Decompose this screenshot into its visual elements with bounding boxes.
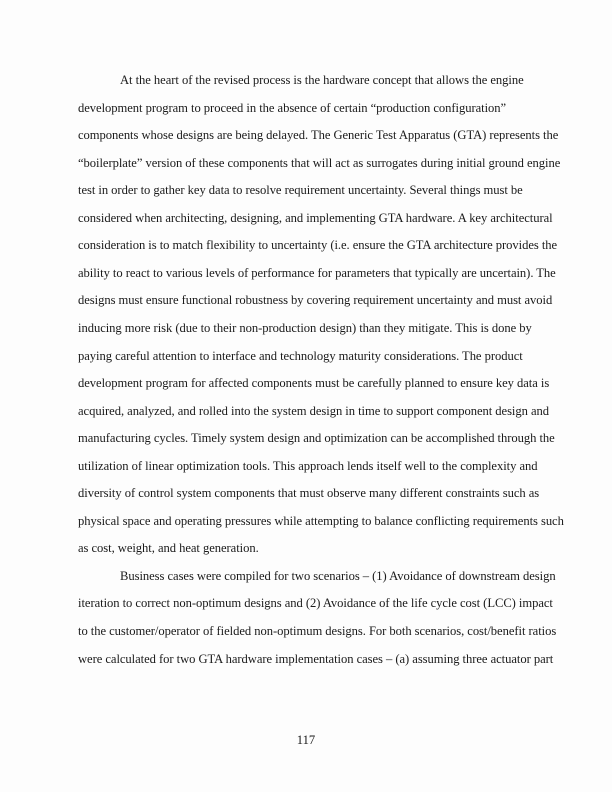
paragraph-2-line: were calculated for two GTA hardware implementation cases – (a) assuming three actuator part: [78, 651, 554, 666]
paragraph-1-line: physical space and operating pressures while attempting to balance conflicting requirements such: [78, 513, 564, 528]
paragraph-1-line: manufacturing cycles. Timely system design and optimization can be accomplished through the: [78, 431, 555, 446]
paragraph-2-line: iteration to correct non-optimum designs and (2) Avoidance of the life cycle cost (LCC) impact: [78, 596, 553, 611]
paragraph-1-line: ability to react to various levels of performance for parameters that typically are uncertain). The: [78, 265, 556, 280]
paragraph-1-line: development program for affected components must be carefully planned to ensure key data is: [78, 376, 550, 391]
paragraph-1-line: test in order to gather key data to resolve requirement uncertainty. Several things must be: [78, 183, 523, 198]
paragraph-1-line: development program to proceed in the absence of certain “production configuration”: [78, 100, 507, 115]
paragraph-1-line: paying careful attention to interface and technology maturity considerations. The product: [78, 348, 523, 363]
paragraph-2-line: to the customer/operator of fielded non-optimum designs. For both scenarios, cost/benefit ratios: [78, 624, 557, 638]
paragraph-1-line: At the heart of the revised process is the hardware concept that allows the engine: [120, 73, 524, 87]
paragraph-1-line: acquired, analyzed, and rolled into the system design in time to support component design and: [78, 403, 550, 418]
page-number: 117: [296, 733, 316, 747]
paragraph-1-line: inducing more risk (due to their non-production design) than they mitigate. This is done by: [78, 320, 532, 335]
paragraph-1-line: as cost, weight, and heat generation.: [78, 541, 259, 556]
paragraph-1-line: utilization of linear optimization tools. This approach lends itself well to the complexity and: [78, 458, 538, 473]
paragraph-1-line: “boilerplate” version of these components that will act as surrogates during initial ground engine: [78, 155, 561, 170]
paragraph-1-line: diversity of control system components that must observe many different constraints such as: [78, 486, 540, 501]
paragraph-1-line: designs must ensure functional robustness by covering requirement uncertainty and must avoid: [78, 293, 553, 308]
paragraph-2-line: Business cases were compiled for two scenarios – (1) Avoidance of downstream design: [120, 568, 556, 583]
paragraph-1-line: consideration is to match flexibility to uncertainty (i.e. ensure the GTA architecture provides the: [78, 238, 558, 253]
paragraph-1-line: considered when architecting, designing, and implementing GTA hardware. A key architectural: [78, 210, 553, 225]
paragraph-1-line: components whose designs are being delayed. The Generic Test Apparatus (GTA) represents the: [78, 128, 559, 143]
